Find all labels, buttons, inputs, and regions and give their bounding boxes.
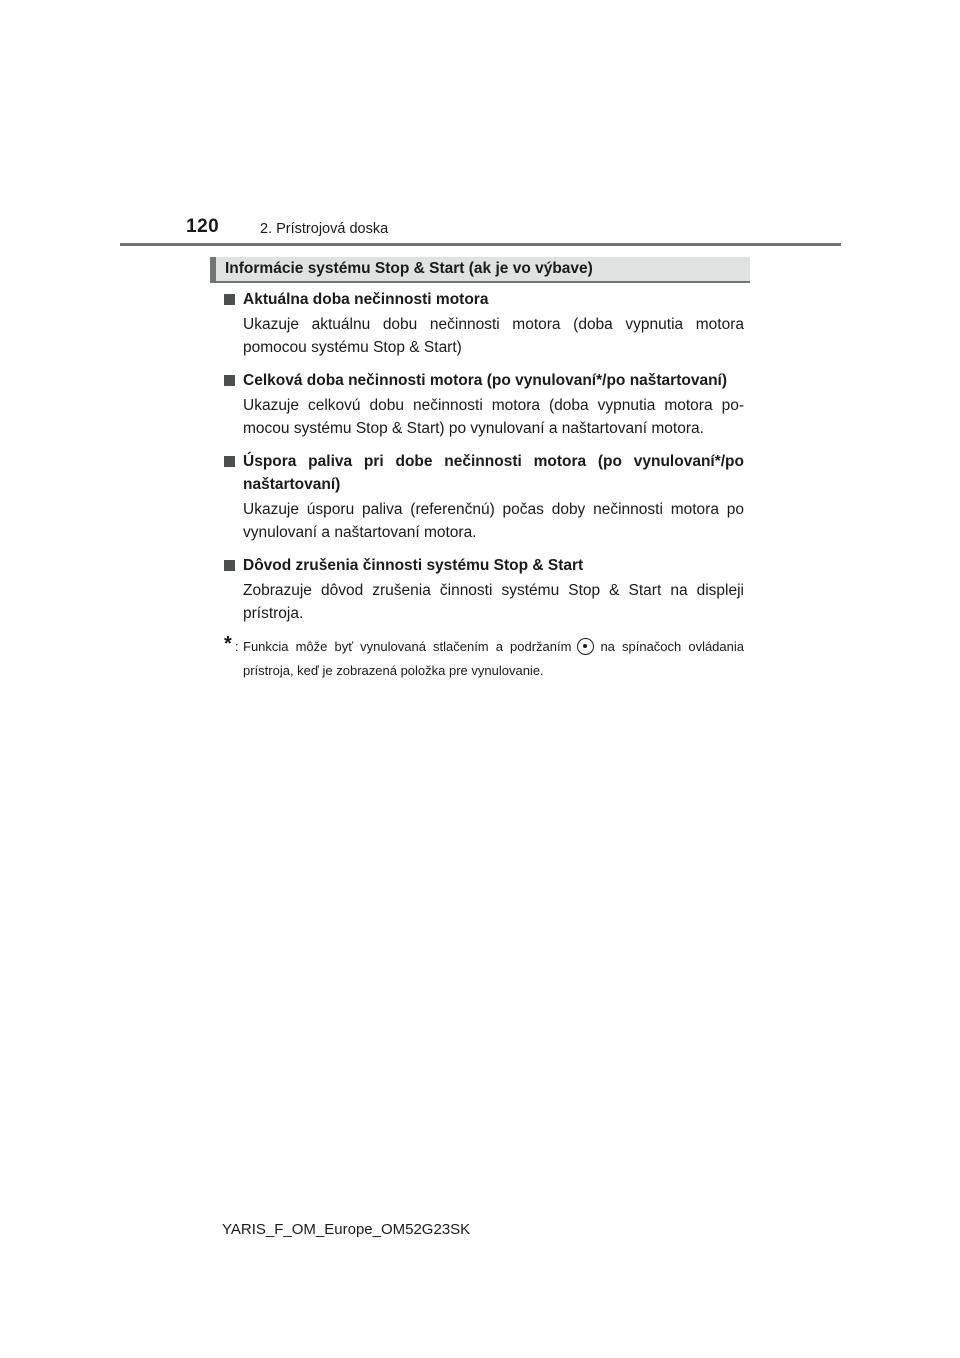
item-description: Ukazuje úsporu paliva (referenčnú) počas doby nečinnosti motora po vynulovaní a naštartovaní motora.	[243, 501, 744, 541]
item-title	[222, 450, 744, 496]
list-item	[222, 450, 744, 544]
square-bullet-icon	[224, 375, 235, 386]
footnote-text-before: Funkcia môže byť vynulovaná stlačením a podržaním	[243, 639, 572, 654]
section-heading-text: Informácie systému Stop & Start (ak je vo výbave)	[225, 260, 593, 277]
list-item	[222, 554, 744, 625]
footnote-asterisk: *	[224, 633, 232, 655]
square-bullet-icon	[224, 560, 235, 571]
square-bullet-icon	[224, 456, 235, 467]
chapter-title: 2. Prístrojová doska	[260, 221, 389, 237]
item-title	[222, 369, 744, 392]
header-rule	[120, 243, 841, 246]
item-title	[222, 554, 744, 577]
section-heading	[210, 257, 750, 283]
list-item	[222, 288, 744, 359]
footnote-text-after: na spínačoch ovládania prístroja, keď je zobrazená položka pre vynulovanie.	[243, 639, 744, 678]
list-item	[222, 369, 744, 440]
square-bullet-icon	[224, 294, 235, 305]
footnote	[222, 635, 744, 683]
item-description: Ukazuje aktuálnu dobu nečinnosti motora (doba vypnutia motora pomocou systému Stop & Start)	[243, 316, 744, 356]
document-code: YARIS_F_OM_Europe_OM52G23SK	[222, 1221, 471, 1238]
item-description: Zobrazuje dôvod zrušenia činnosti systému Stop & Start na displeji prístroja.	[243, 582, 744, 622]
content	[222, 288, 744, 683]
item-title-text: Aktuálna doba nečinnosti motora	[243, 291, 489, 308]
item-description: Ukazuje celkovú dobu nečinnosti motora (doba vypnutia motora pomocou systému Stop & Start) po vynulovaní a naštartovaní motora.	[243, 397, 744, 437]
item-title-text: Dôvod zrušenia činnosti systému Stop & Start	[243, 557, 584, 574]
page-number: 120	[186, 216, 220, 237]
item-title-text: Úspora paliva pri dobe nečinnosti motora (po vynulovaní*/po naštartovaní)	[243, 453, 744, 493]
item-title-text: Celková doba nečinnosti motora (po vynulovaní*/po naštartovaní)	[243, 372, 728, 389]
footnote-colon: :	[235, 639, 239, 654]
dial-button-icon	[577, 638, 594, 655]
item-title	[222, 288, 744, 311]
